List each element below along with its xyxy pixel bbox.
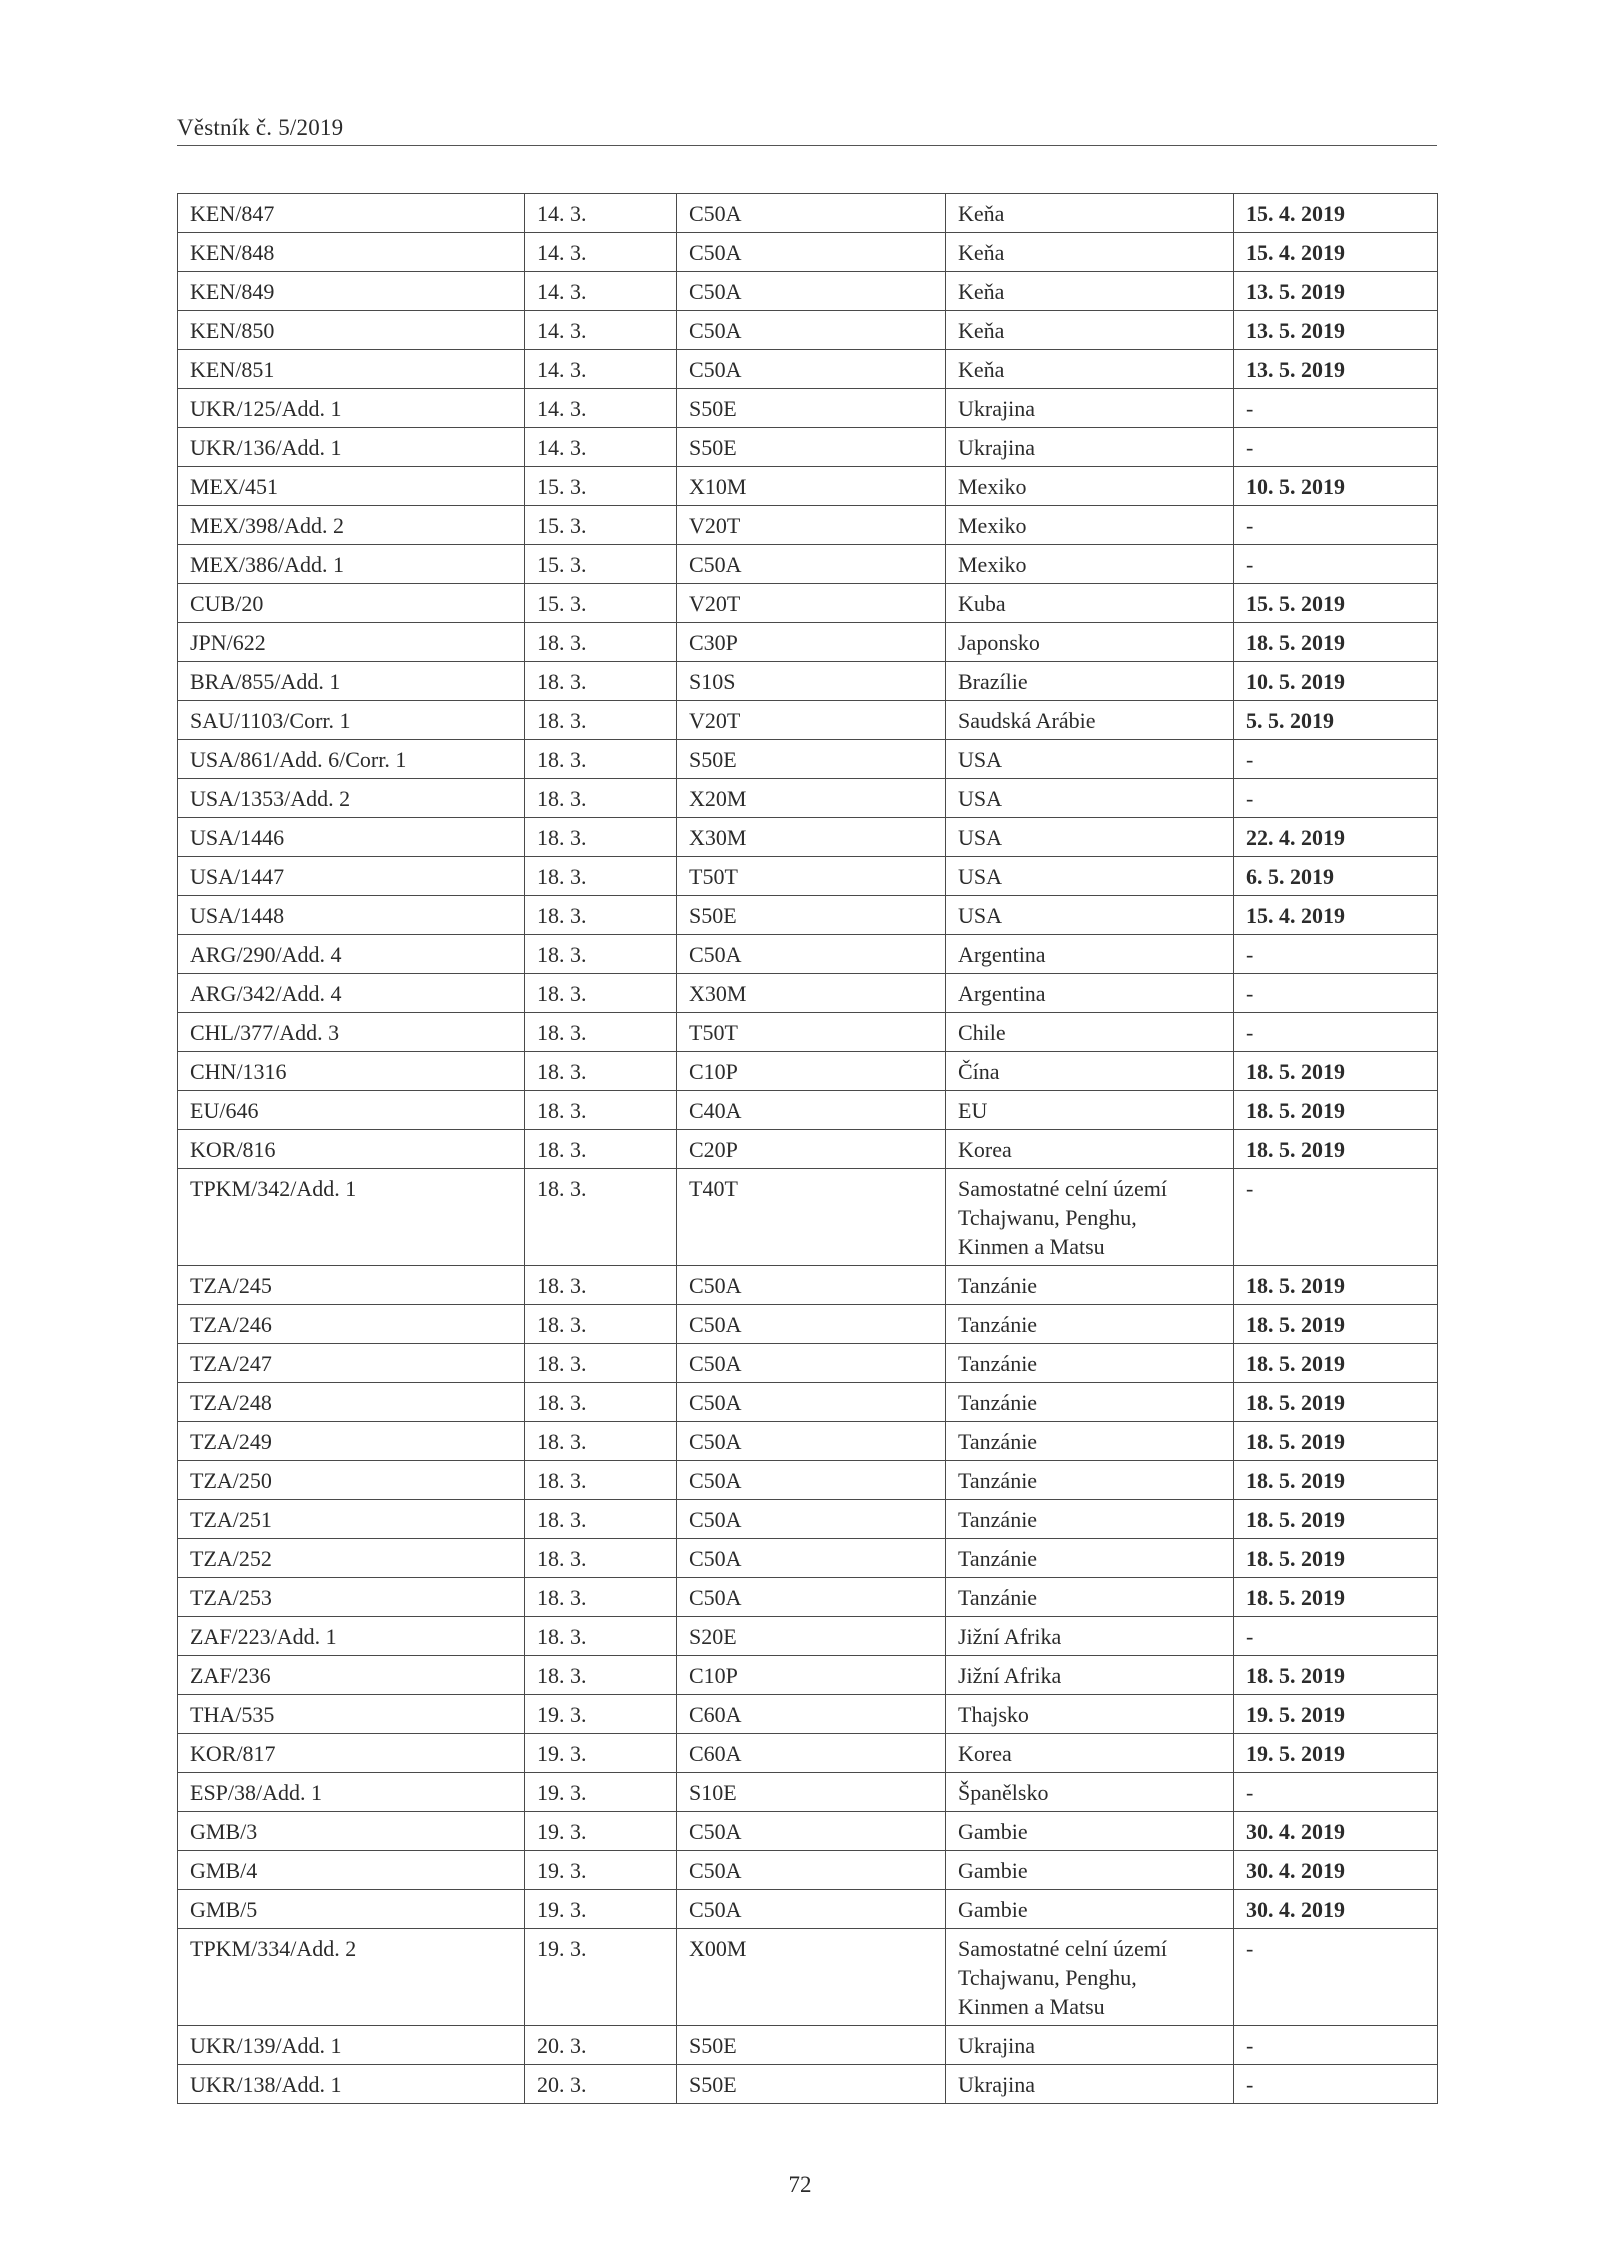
table-row: [178, 1130, 1438, 1169]
cell-deadline: 18. 5. 2019: [1234, 1500, 1438, 1539]
cell-code: C50A: [677, 233, 946, 272]
cell-deadline: -: [1234, 389, 1438, 428]
table-row: [178, 1305, 1438, 1344]
cell-country: Jižní Afrika: [946, 1617, 1234, 1656]
cell-date: 18. 3.: [525, 1383, 677, 1422]
table-row: [178, 1344, 1438, 1383]
cell-country: Keňa: [946, 272, 1234, 311]
cell-reference: JPN/622: [178, 623, 525, 662]
cell-reference: UKR/125/Add. 1: [178, 389, 525, 428]
cell-code: X20M: [677, 779, 946, 818]
cell-country: Tanzánie: [946, 1422, 1234, 1461]
cell-country: Japonsko: [946, 623, 1234, 662]
cell-country: Španělsko: [946, 1773, 1234, 1812]
cell-code: V20T: [677, 584, 946, 623]
cell-country: Gambie: [946, 1890, 1234, 1929]
cell-date: 14. 3.: [525, 272, 677, 311]
cell-code: T40T: [677, 1169, 946, 1266]
cell-date: 18. 3.: [525, 974, 677, 1013]
cell-date: 18. 3.: [525, 857, 677, 896]
cell-code: C10P: [677, 1052, 946, 1091]
cell-country: USA: [946, 857, 1234, 896]
table-row: [178, 272, 1438, 311]
cell-date: 20. 3.: [525, 2065, 677, 2104]
cell-code: C50A: [677, 311, 946, 350]
cell-date: 15. 3.: [525, 584, 677, 623]
cell-deadline: 18. 5. 2019: [1234, 1266, 1438, 1305]
cell-reference: UKR/139/Add. 1: [178, 2026, 525, 2065]
cell-date: 19. 3.: [525, 1851, 677, 1890]
cell-deadline: 30. 4. 2019: [1234, 1812, 1438, 1851]
table-row: [178, 1013, 1438, 1052]
cell-code: C50A: [677, 1890, 946, 1929]
cell-reference: MEX/386/Add. 1: [178, 545, 525, 584]
table-row: [178, 623, 1438, 662]
cell-country: Ukrajina: [946, 2065, 1234, 2104]
table-row: [178, 1169, 1438, 1266]
cell-country: Argentina: [946, 974, 1234, 1013]
cell-code: C50A: [677, 1344, 946, 1383]
cell-reference: KEN/849: [178, 272, 525, 311]
cell-reference: KOR/816: [178, 1130, 525, 1169]
cell-code: S10E: [677, 1773, 946, 1812]
cell-reference: TZA/248: [178, 1383, 525, 1422]
cell-deadline: 6. 5. 2019: [1234, 857, 1438, 896]
cell-date: 18. 3.: [525, 623, 677, 662]
table-row: [178, 1461, 1438, 1500]
cell-code: V20T: [677, 506, 946, 545]
cell-country: Tanzánie: [946, 1578, 1234, 1617]
page-header: [177, 112, 1437, 146]
table-row: [178, 1695, 1438, 1734]
table-row: [178, 1422, 1438, 1461]
cell-code: C20P: [677, 1130, 946, 1169]
cell-country: Čína: [946, 1052, 1234, 1091]
cell-country: Tanzánie: [946, 1461, 1234, 1500]
cell-date: 14. 3.: [525, 311, 677, 350]
cell-reference: UKR/136/Add. 1: [178, 428, 525, 467]
cell-deadline: -: [1234, 1013, 1438, 1052]
cell-country: Saudská Arábie: [946, 701, 1234, 740]
cell-date: 18. 3.: [525, 1344, 677, 1383]
cell-date: 19. 3.: [525, 1890, 677, 1929]
cell-deadline: 18. 5. 2019: [1234, 1305, 1438, 1344]
cell-reference: SAU/1103/Corr. 1: [178, 701, 525, 740]
cell-country: Tanzánie: [946, 1305, 1234, 1344]
table-row: [178, 1383, 1438, 1422]
cell-code: C50A: [677, 1539, 946, 1578]
cell-deadline: 5. 5. 2019: [1234, 701, 1438, 740]
cell-code: C50A: [677, 272, 946, 311]
cell-country: Brazílie: [946, 662, 1234, 701]
cell-date: 19. 3.: [525, 1734, 677, 1773]
table-row: [178, 1812, 1438, 1851]
table-row: [178, 935, 1438, 974]
cell-code: S50E: [677, 2026, 946, 2065]
cell-date: 14. 3.: [525, 389, 677, 428]
cell-reference: ZAF/236: [178, 1656, 525, 1695]
cell-country: Ukrajina: [946, 428, 1234, 467]
cell-country: Jižní Afrika: [946, 1656, 1234, 1695]
cell-reference: THA/535: [178, 1695, 525, 1734]
cell-code: C50A: [677, 935, 946, 974]
table-row: [178, 1266, 1438, 1305]
page-title: Věstník č. 5/2019: [177, 115, 344, 140]
cell-deadline: -: [1234, 779, 1438, 818]
table-row: [178, 1851, 1438, 1890]
cell-reference: BRA/855/Add. 1: [178, 662, 525, 701]
cell-country: Samostatné celní území Tchajwanu, Penghu, Kinmen a Matsu: [946, 1169, 1234, 1266]
cell-reference: KEN/851: [178, 350, 525, 389]
cell-date: 18. 3.: [525, 1461, 677, 1500]
cell-date: 18. 3.: [525, 1169, 677, 1266]
cell-country: USA: [946, 896, 1234, 935]
cell-reference: ARG/290/Add. 4: [178, 935, 525, 974]
cell-reference: ESP/38/Add. 1: [178, 1773, 525, 1812]
cell-deadline: 18. 5. 2019: [1234, 1091, 1438, 1130]
cell-reference: MEX/398/Add. 2: [178, 506, 525, 545]
cell-country: Korea: [946, 1734, 1234, 1773]
cell-country: Samostatné celní území Tchajwanu, Penghu, Kinmen a Matsu: [946, 1929, 1234, 2026]
cell-deadline: 18. 5. 2019: [1234, 1344, 1438, 1383]
cell-deadline: -: [1234, 974, 1438, 1013]
cell-code: S50E: [677, 428, 946, 467]
cell-deadline: 22. 4. 2019: [1234, 818, 1438, 857]
cell-code: C50A: [677, 1851, 946, 1890]
cell-date: 18. 3.: [525, 1656, 677, 1695]
cell-deadline: -: [1234, 2026, 1438, 2065]
table-row: [178, 857, 1438, 896]
cell-date: 18. 3.: [525, 1052, 677, 1091]
cell-country: USA: [946, 779, 1234, 818]
cell-code: C50A: [677, 1500, 946, 1539]
cell-deadline: 30. 4. 2019: [1234, 1851, 1438, 1890]
cell-reference: TZA/252: [178, 1539, 525, 1578]
cell-deadline: 13. 5. 2019: [1234, 272, 1438, 311]
cell-country: EU: [946, 1091, 1234, 1130]
cell-deadline: -: [1234, 740, 1438, 779]
cell-code: S50E: [677, 896, 946, 935]
cell-date: 18. 3.: [525, 1578, 677, 1617]
cell-date: 18. 3.: [525, 1422, 677, 1461]
cell-reference: CHL/377/Add. 3: [178, 1013, 525, 1052]
notification-table: [177, 193, 1438, 2104]
cell-country: Tanzánie: [946, 1500, 1234, 1539]
cell-deadline: 15. 4. 2019: [1234, 194, 1438, 233]
cell-country: Argentina: [946, 935, 1234, 974]
table-row: [178, 896, 1438, 935]
cell-country: Tanzánie: [946, 1266, 1234, 1305]
cell-reference: USA/1353/Add. 2: [178, 779, 525, 818]
cell-deadline: 10. 5. 2019: [1234, 662, 1438, 701]
cell-country: Tanzánie: [946, 1383, 1234, 1422]
cell-date: 18. 3.: [525, 935, 677, 974]
cell-date: 18. 3.: [525, 701, 677, 740]
cell-code: C30P: [677, 623, 946, 662]
cell-deadline: 18. 5. 2019: [1234, 1130, 1438, 1169]
cell-deadline: 15. 4. 2019: [1234, 233, 1438, 272]
cell-reference: ZAF/223/Add. 1: [178, 1617, 525, 1656]
cell-reference: TZA/245: [178, 1266, 525, 1305]
cell-country: Keňa: [946, 350, 1234, 389]
cell-date: 18. 3.: [525, 662, 677, 701]
cell-reference: TZA/253: [178, 1578, 525, 1617]
cell-code: C50A: [677, 1383, 946, 1422]
cell-country: Mexiko: [946, 467, 1234, 506]
cell-reference: CHN/1316: [178, 1052, 525, 1091]
cell-deadline: -: [1234, 1929, 1438, 2026]
table-row: [178, 1578, 1438, 1617]
cell-reference: ARG/342/Add. 4: [178, 974, 525, 1013]
table-row: [178, 467, 1438, 506]
cell-date: 14. 3.: [525, 233, 677, 272]
cell-code: C50A: [677, 1422, 946, 1461]
cell-deadline: 18. 5. 2019: [1234, 1461, 1438, 1500]
cell-date: 14. 3.: [525, 194, 677, 233]
cell-country: Mexiko: [946, 506, 1234, 545]
cell-country: Gambie: [946, 1851, 1234, 1890]
table-row: [178, 701, 1438, 740]
cell-reference: TPKM/342/Add. 1: [178, 1169, 525, 1266]
table-row: [178, 1539, 1438, 1578]
cell-code: C40A: [677, 1091, 946, 1130]
cell-date: 19. 3.: [525, 1695, 677, 1734]
cell-deadline: 30. 4. 2019: [1234, 1890, 1438, 1929]
cell-deadline: 18. 5. 2019: [1234, 1052, 1438, 1091]
cell-country: USA: [946, 740, 1234, 779]
table-row: [178, 1773, 1438, 1812]
table-row: [178, 1656, 1438, 1695]
cell-code: T50T: [677, 1013, 946, 1052]
cell-reference: EU/646: [178, 1091, 525, 1130]
cell-code: S20E: [677, 1617, 946, 1656]
notification-table-body: [178, 194, 1438, 2104]
table-row: [178, 1091, 1438, 1130]
cell-date: 18. 3.: [525, 896, 677, 935]
cell-deadline: 13. 5. 2019: [1234, 311, 1438, 350]
cell-country: Gambie: [946, 1812, 1234, 1851]
cell-date: 15. 3.: [525, 506, 677, 545]
cell-date: 15. 3.: [525, 545, 677, 584]
cell-date: 14. 3.: [525, 350, 677, 389]
table-row: [178, 1929, 1438, 2026]
cell-reference: TZA/249: [178, 1422, 525, 1461]
cell-country: USA: [946, 818, 1234, 857]
cell-code: S50E: [677, 2065, 946, 2104]
cell-deadline: -: [1234, 2065, 1438, 2104]
cell-date: 19. 3.: [525, 1773, 677, 1812]
cell-reference: TPKM/334/Add. 2: [178, 1929, 525, 2026]
cell-deadline: 19. 5. 2019: [1234, 1695, 1438, 1734]
cell-reference: KEN/850: [178, 311, 525, 350]
cell-deadline: 18. 5. 2019: [1234, 1578, 1438, 1617]
cell-country: Tanzánie: [946, 1539, 1234, 1578]
cell-deadline: -: [1234, 1169, 1438, 1266]
cell-deadline: -: [1234, 1617, 1438, 1656]
cell-deadline: 18. 5. 2019: [1234, 1656, 1438, 1695]
table-row: [178, 2065, 1438, 2104]
table-row: [178, 389, 1438, 428]
cell-date: 18. 3.: [525, 1013, 677, 1052]
table-row: [178, 1617, 1438, 1656]
cell-date: 18. 3.: [525, 1091, 677, 1130]
table-row: [178, 506, 1438, 545]
table-row: [178, 1890, 1438, 1929]
table-row: [178, 311, 1438, 350]
cell-reference: TZA/250: [178, 1461, 525, 1500]
cell-date: 18. 3.: [525, 1539, 677, 1578]
cell-country: Keňa: [946, 233, 1234, 272]
cell-reference: TZA/246: [178, 1305, 525, 1344]
cell-country: Tanzánie: [946, 1344, 1234, 1383]
cell-code: C50A: [677, 1266, 946, 1305]
cell-code: X30M: [677, 974, 946, 1013]
cell-reference: UKR/138/Add. 1: [178, 2065, 525, 2104]
cell-reference: USA/1446: [178, 818, 525, 857]
cell-code: X30M: [677, 818, 946, 857]
table-row: [178, 740, 1438, 779]
cell-reference: USA/861/Add. 6/Corr. 1: [178, 740, 525, 779]
cell-country: Thajsko: [946, 1695, 1234, 1734]
cell-reference: CUB/20: [178, 584, 525, 623]
cell-deadline: 18. 5. 2019: [1234, 1422, 1438, 1461]
cell-date: 19. 3.: [525, 1929, 677, 2026]
table-row: [178, 233, 1438, 272]
cell-country: Keňa: [946, 311, 1234, 350]
table-row: [178, 662, 1438, 701]
cell-date: 18. 3.: [525, 1500, 677, 1539]
page-number: 72: [788, 2172, 812, 2197]
table-row: [178, 428, 1438, 467]
cell-country: Kuba: [946, 584, 1234, 623]
cell-country: Mexiko: [946, 545, 1234, 584]
cell-deadline: 18. 5. 2019: [1234, 1383, 1438, 1422]
cell-deadline: 13. 5. 2019: [1234, 350, 1438, 389]
table-row: [178, 1734, 1438, 1773]
cell-reference: TZA/251: [178, 1500, 525, 1539]
cell-date: 20. 3.: [525, 2026, 677, 2065]
cell-code: C50A: [677, 1461, 946, 1500]
cell-deadline: 15. 5. 2019: [1234, 584, 1438, 623]
cell-reference: KOR/817: [178, 1734, 525, 1773]
cell-date: 15. 3.: [525, 467, 677, 506]
cell-code: S50E: [677, 389, 946, 428]
cell-deadline: -: [1234, 506, 1438, 545]
table-row: [178, 779, 1438, 818]
cell-country: Keňa: [946, 194, 1234, 233]
cell-reference: GMB/3: [178, 1812, 525, 1851]
table-row: [178, 350, 1438, 389]
cell-country: Ukrajina: [946, 389, 1234, 428]
table-row: [178, 194, 1438, 233]
cell-code: X10M: [677, 467, 946, 506]
cell-deadline: -: [1234, 1773, 1438, 1812]
cell-deadline: -: [1234, 935, 1438, 974]
cell-date: 18. 3.: [525, 740, 677, 779]
cell-country: Ukrajina: [946, 2026, 1234, 2065]
cell-reference: USA/1447: [178, 857, 525, 896]
cell-code: C60A: [677, 1695, 946, 1734]
cell-reference: USA/1448: [178, 896, 525, 935]
cell-code: S10S: [677, 662, 946, 701]
cell-code: C50A: [677, 1812, 946, 1851]
cell-deadline: -: [1234, 545, 1438, 584]
cell-code: X00M: [677, 1929, 946, 2026]
cell-date: 18. 3.: [525, 1266, 677, 1305]
cell-code: C10P: [677, 1656, 946, 1695]
cell-deadline: 15. 4. 2019: [1234, 896, 1438, 935]
table-row: [178, 545, 1438, 584]
cell-date: 18. 3.: [525, 1617, 677, 1656]
cell-deadline: 10. 5. 2019: [1234, 467, 1438, 506]
cell-country: Korea: [946, 1130, 1234, 1169]
cell-code: V20T: [677, 701, 946, 740]
cell-deadline: -: [1234, 428, 1438, 467]
cell-country: Chile: [946, 1013, 1234, 1052]
cell-reference: KEN/847: [178, 194, 525, 233]
cell-code: S50E: [677, 740, 946, 779]
cell-date: 18. 3.: [525, 818, 677, 857]
table-row: [178, 974, 1438, 1013]
cell-date: 18. 3.: [525, 1130, 677, 1169]
cell-date: 14. 3.: [525, 428, 677, 467]
table-row: [178, 1052, 1438, 1091]
cell-code: C50A: [677, 350, 946, 389]
cell-reference: GMB/4: [178, 1851, 525, 1890]
cell-code: C50A: [677, 1578, 946, 1617]
table-row: [178, 584, 1438, 623]
table-row: [178, 1500, 1438, 1539]
cell-code: C60A: [677, 1734, 946, 1773]
cell-reference: KEN/848: [178, 233, 525, 272]
cell-reference: TZA/247: [178, 1344, 525, 1383]
cell-deadline: 19. 5. 2019: [1234, 1734, 1438, 1773]
cell-date: 18. 3.: [525, 779, 677, 818]
cell-deadline: 18. 5. 2019: [1234, 623, 1438, 662]
cell-date: 19. 3.: [525, 1812, 677, 1851]
table-row: [178, 818, 1438, 857]
cell-reference: MEX/451: [178, 467, 525, 506]
cell-code: C50A: [677, 194, 946, 233]
cell-code: C50A: [677, 1305, 946, 1344]
cell-deadline: 18. 5. 2019: [1234, 1539, 1438, 1578]
cell-code: C50A: [677, 545, 946, 584]
cell-code: T50T: [677, 857, 946, 896]
table-row: [178, 2026, 1438, 2065]
cell-reference: GMB/5: [178, 1890, 525, 1929]
cell-date: 18. 3.: [525, 1305, 677, 1344]
